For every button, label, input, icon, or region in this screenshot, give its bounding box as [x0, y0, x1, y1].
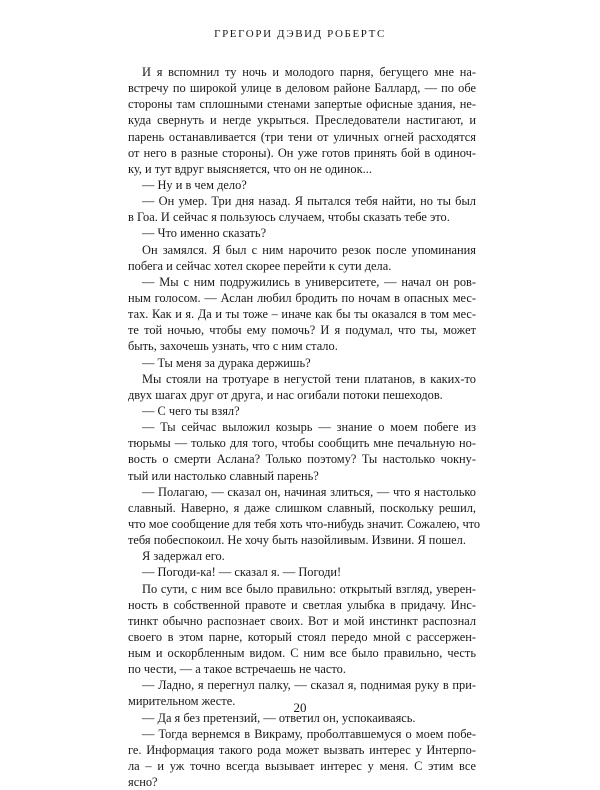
text-line: тый или настолько славный парень?: [128, 468, 319, 483]
text-line: — Он умер. Три дня назад. Я пытался тебя найти, но ты был: [142, 194, 476, 209]
text-line: — Полагаю, — сказал он, начиная злиться, — что я настолько: [142, 484, 476, 499]
text-line: побега и сейчас хотел скорее перейти к сути дела.: [128, 258, 392, 273]
text-line: от него в разные стороны). Он уже готов принять бой в одиноч-: [128, 145, 476, 160]
text-line: своего в этом парне, который стоял передо мной с рассержен-: [128, 629, 476, 644]
text-line: — Да я без претензий, — ответил он, успокаиваясь.: [142, 710, 416, 725]
text-line: мирительном жесте.: [128, 694, 236, 709]
text-line: по чести, — а такое встречаешь не часто.: [128, 662, 346, 677]
text-line: — Ты меня за дурака держишь?: [142, 355, 311, 370]
text-line: — Погоди-ка! — сказал я. — Погоди!: [142, 565, 342, 580]
text-line: — Ты сейчас выложил козырь — знание о моем побеге из: [142, 420, 476, 435]
text-line: славный. Наверно, я даже слишком славный, поскольку решил,: [128, 500, 476, 515]
text-line: — Ну и в чем дело?: [142, 177, 247, 192]
text-line: — Что именно сказать?: [142, 226, 267, 241]
text-line: тебя побеспокоил. Не хочу быть назойливым. Извини. Я пошел.: [128, 533, 466, 548]
running-header: ГРЕГОРИ ДЭВИД РОБЕРТС: [214, 28, 386, 40]
text-line: ясно?: [128, 775, 158, 790]
text-line: Он замялся. Я был с ним нарочито резок после упоминания: [142, 242, 476, 257]
text-line: И я вспомнил ту ночь и молодого парня, бегущего мне на-: [142, 65, 476, 79]
text-line: тах. Как и я. Да и ты тоже – иначе как бы ты оказался в том мес-: [128, 307, 476, 322]
text-line: быть, захочешь узнать, что с ним стало.: [128, 339, 338, 354]
page-number: 20: [293, 700, 307, 715]
text-line: в Гоа. И сейчас я пользуюсь случаем, чтобы сказать тебе это.: [128, 210, 450, 225]
text-line: куда свернуть и негде укрыться. Преследователи настигают, и: [128, 113, 476, 128]
text-line: встречу по широкой улице в деловом районе Баллард, — по обе: [128, 81, 476, 96]
text-line: ку, и тут вдруг выясняется, что он не одинок...: [128, 161, 372, 176]
text-line: что мое сообщение для тебя хоть что-нибудь значит. Сожалею, что: [128, 516, 481, 531]
text-line: стороны там сплошными стенами запертые офисные здания, не-: [128, 97, 476, 112]
text-line: ла – и уж точно всегда вызывает интерес у меня. С этим все: [128, 759, 476, 774]
text-line: — С чего ты взял?: [142, 403, 240, 418]
text-line: парень останавливается (три тени от уличных огней расходятся: [128, 129, 476, 144]
text-line: Я задержал его.: [142, 549, 225, 564]
body-text: [128, 64, 481, 790]
text-line: те той ночью, чтобы ему помочь? И я подумал, что ты, может: [128, 323, 476, 338]
text-line: ность в собственной правоте и светлая улыбка в придачу. Инс-: [128, 597, 476, 612]
text-line: двух шагах друг от друга, и нас огибали потоки пешеходов.: [128, 387, 443, 402]
text-line: вость о смерти Аслана? Только поэтому? Ты настолько чокну-: [128, 452, 476, 467]
text-line: тюрьмы — только для того, чтобы сообщить мне печальную но-: [128, 436, 476, 451]
text-line: — Мы с ним подружились в университете, — начал он ров-: [142, 274, 476, 289]
text-line: — Ладно, я перегнул палку, — сказал я, поднимая руку в при-: [142, 678, 476, 693]
text-line: ным и оскорбленным видом. С ним все было правильно, честь: [128, 646, 476, 661]
text-line: ге. Информация такого рода может вызвать интерес у Интерпо-: [128, 742, 476, 757]
text-line: — Тогда вернемся в Викраму, проболтавшемуся о моем побе-: [142, 726, 476, 741]
text-line: По сути, с ним все было правильно: открытый взгляд, уверен-: [142, 581, 476, 596]
text-line: ным голосом. — Аслан любил бродить по ночам в опасных мес-: [128, 290, 476, 305]
text-line: Мы стояли на тротуаре в негустой тени платанов, в каких-то: [142, 371, 476, 386]
text-line: тинкт обычно распознает своих. Вот и мой инстинкт распознал: [128, 613, 476, 628]
